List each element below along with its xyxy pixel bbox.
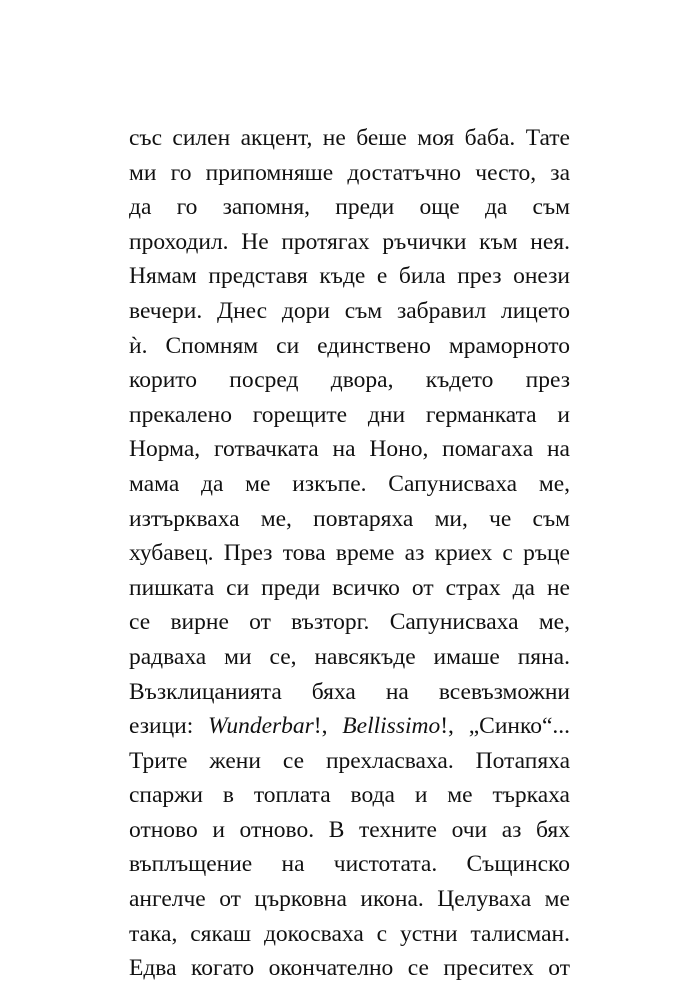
text-line-4: проходил. Не протягах ръчички към нея.	[129, 228, 570, 255]
text-line-15: се вирне от възторг. Сапунисваха ме,	[129, 609, 570, 636]
text-line-25: Едва когато окончателно се преситех от	[129, 955, 570, 982]
text-line-18-prefix: езици:	[129, 713, 209, 740]
text-line-5: Нямам представя къде е била през онези	[129, 263, 570, 290]
text-line-23: ангелче от църковна икона. Целуваха ме	[129, 886, 570, 913]
text-line-24: така, сякаш докосваха с устни талисман.	[129, 920, 570, 947]
italic-word-bellissimo: Bellissimo	[342, 713, 441, 740]
text-line-12: изтъркваха ме, повтаряха ми, че съм	[129, 505, 570, 532]
text-line-22: въплъщение на чистотата. Същинско	[129, 851, 570, 878]
text-line-1: със силен акцент, не беше моя баба. Тате	[129, 125, 570, 151]
text-line-16: радваха ми се, навсякъде имаше пяна.	[129, 643, 570, 670]
text-line-3: да го запомня, преди още да съм	[129, 194, 570, 221]
italic-word-wunderbar: Wunderbar	[208, 713, 314, 740]
text-line-21: отново и отново. В техните очи аз бях	[129, 816, 570, 843]
text-line-11: мама да ме изкъпе. Сапунисваха ме,	[129, 470, 570, 497]
text-line-10: Норма, готвачката на Ноно, помагаха на	[129, 436, 570, 463]
text-line-7: ѝ. Спомням си единствено мраморното	[129, 332, 570, 359]
text-line-9: прекалено горещите дни германката и	[129, 401, 570, 428]
text-line-13: хубавец. През това време аз криех с ръце	[129, 540, 570, 567]
text-line-19: Трите жени се прехласваха. Потапяха	[129, 747, 570, 774]
text-line-18-suffix: „Синко“...	[468, 713, 571, 740]
text-line-8: корито посред двора, където през	[129, 367, 570, 394]
text-line-18	[129, 709, 570, 744]
text-line-14: пишката си преди всичко от страх да не	[129, 574, 570, 601]
text-line-6: вечери. Днес дори съм забравил лицето	[129, 297, 570, 324]
text-line-18-mid2: !,	[440, 713, 469, 740]
text-line-18-mid1: !,	[313, 713, 343, 740]
body-text	[129, 121, 570, 986]
text-line-17: Възклицанията бяха на всевъзможни	[129, 678, 570, 705]
text-line-2: ми го припомняше достатъчно често, за	[129, 159, 570, 186]
text-line-20: спаржи в топлата вода и ме търкаха	[129, 782, 570, 809]
